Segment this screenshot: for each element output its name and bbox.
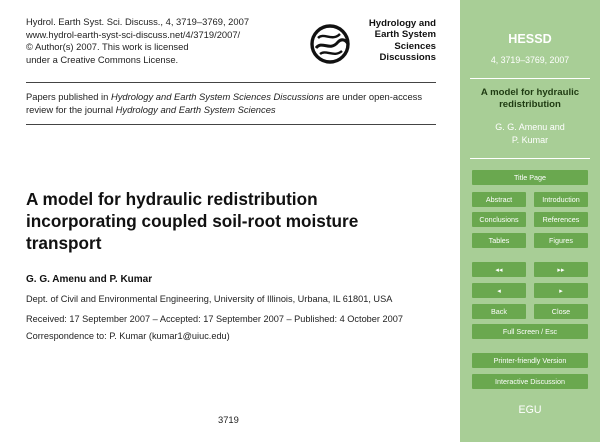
citation-line: © Author(s) 2007. This work is licensed: [26, 41, 189, 53]
first-page-icon: ◂◂: [495, 265, 503, 274]
sidebar-authors: G. G. Amenu and P. Kumar: [495, 122, 565, 145]
page-number: 3719: [218, 414, 239, 425]
citation-line: Hydrol. Earth Syst. Sci. Discuss., 4, 3719–3769, 2007: [26, 16, 250, 27]
sidebar-short-title: A model for hydraulic redistribution: [480, 87, 580, 110]
full-screen-button[interactable]: Full Screen / Esc: [472, 324, 588, 339]
arrow-left-icon: ◂: [497, 286, 501, 295]
issue-info: 4, 3719–3769, 2007: [490, 55, 570, 65]
citation-line: under a Creative Commons License.: [26, 53, 179, 65]
journal-citation: [26, 16, 249, 66]
journal-abbrev: HESSD: [508, 32, 552, 46]
back-button[interactable]: Back: [472, 304, 526, 319]
wave-globe-emblem-icon: [308, 22, 352, 66]
navigation-sidebar: [460, 0, 600, 442]
interactive-discussion-button[interactable]: Interactive Discussion: [472, 374, 588, 389]
introduction-button[interactable]: Introduction: [534, 192, 588, 207]
first-page-button[interactable]: [472, 262, 526, 277]
journal-logo: [306, 16, 436, 72]
last-page-icon: ▸▸: [557, 265, 565, 274]
title-page-button[interactable]: Title Page: [472, 170, 588, 185]
references-button[interactable]: References: [534, 212, 588, 227]
printer-friendly-button[interactable]: Printer-friendly Version: [472, 353, 588, 368]
sidebar-divider: [470, 78, 590, 79]
paper-title: A model for hydraulic redistribution incorporating coupled soil-root moisture transport: [26, 189, 359, 254]
next-page-button[interactable]: [534, 283, 588, 298]
citation-url[interactable]: www.hydrol-earth-syst-sci-discuss.net/4/3719/2007/: [26, 28, 241, 40]
arrow-right-icon: ▸: [559, 286, 563, 295]
publication-dates: Received: 17 September 2007 – Accepted: 17 September 2007 – Published: 4 October 2007: [26, 314, 403, 324]
sidebar-divider: [470, 158, 590, 159]
publisher-label: EGU: [518, 404, 542, 416]
last-page-button[interactable]: [534, 262, 588, 277]
prev-page-button[interactable]: [472, 283, 526, 298]
abstract-button[interactable]: Abstract: [472, 192, 526, 207]
close-button[interactable]: Close: [534, 304, 588, 319]
logo-wordmark: Hydrology and Earth System Sciences Discussions: [368, 18, 436, 64]
paper-authors: G. G. Amenu and P. Kumar: [26, 274, 153, 285]
figures-button[interactable]: Figures: [534, 233, 588, 248]
header-divider: [26, 82, 436, 83]
tables-button[interactable]: Tables: [472, 233, 526, 248]
open-access-notice: Papers published in Hydrology and Earth System Sciences Discussions are under open-access review for the journal Hydrology and Earth System Sciences: [26, 91, 423, 115]
correspondence: Correspondence to: P. Kumar (kumar1@uiuc.edu): [26, 331, 230, 341]
conclusions-button[interactable]: Conclusions: [472, 212, 526, 227]
notice-divider: [26, 124, 436, 125]
affiliation: Dept. of Civil and Environmental Engineering, University of Illinois, Urbana, IL 61801, USA: [26, 294, 393, 304]
